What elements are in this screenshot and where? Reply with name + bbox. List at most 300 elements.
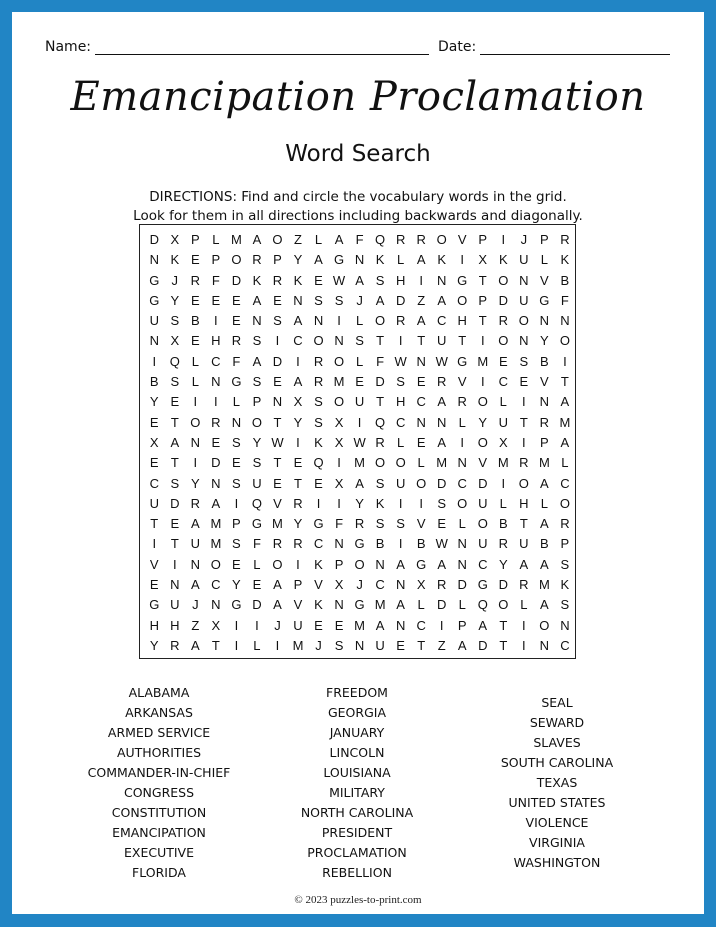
grid-letter[interactable]: C	[437, 313, 447, 329]
grid-letter[interactable]: E	[273, 292, 282, 308]
grid-letter[interactable]: O	[436, 232, 447, 247]
grid-letter[interactable]: Y	[498, 556, 508, 572]
grid-letter[interactable]: P	[540, 434, 549, 450]
grid-letter[interactable]: L	[561, 455, 569, 471]
grid-letter[interactable]: K	[314, 597, 323, 613]
grid-letter[interactable]: N	[437, 414, 447, 430]
grid-letter[interactable]: R	[190, 272, 201, 288]
grid-letter[interactable]: R	[457, 394, 467, 410]
grid-letter[interactable]: Z	[191, 617, 200, 633]
grid-letter[interactable]: N	[190, 556, 201, 572]
grid-letter[interactable]: U	[437, 333, 447, 349]
grid-letter[interactable]: B	[498, 516, 508, 532]
grid-letter[interactable]: L	[232, 394, 240, 410]
grid-letter[interactable]: X	[498, 434, 508, 450]
grid-letter[interactable]: V	[540, 272, 549, 288]
grid-letter[interactable]: K	[375, 252, 385, 268]
grid-letter[interactable]: R	[252, 252, 262, 268]
grid-letter[interactable]: W	[332, 272, 346, 288]
grid-letter[interactable]: H	[395, 394, 406, 410]
grid-letter[interactable]: S	[252, 455, 262, 471]
grid-letter[interactable]: E	[190, 292, 200, 308]
grid-letter[interactable]: T	[478, 272, 487, 288]
grid-letter[interactable]: H	[519, 495, 529, 511]
grid-letter[interactable]: D	[231, 272, 242, 288]
grid-letter[interactable]: E	[334, 617, 344, 633]
grid-letter[interactable]: X	[334, 434, 344, 450]
grid-letter[interactable]: A	[293, 313, 303, 329]
grid-letter[interactable]: I	[152, 353, 157, 369]
grid-letter[interactable]: U	[519, 292, 529, 308]
grid-letter[interactable]: A	[416, 313, 426, 329]
grid-letter[interactable]: O	[498, 597, 509, 613]
grid-letter[interactable]: S	[375, 272, 385, 288]
grid-letter[interactable]: H	[457, 313, 467, 329]
grid-letter[interactable]: E	[252, 577, 262, 593]
grid-letter[interactable]: Q	[375, 232, 386, 247]
grid-letter[interactable]: F	[560, 292, 569, 308]
grid-letter[interactable]: L	[355, 313, 364, 329]
grid-letter[interactable]: V	[273, 495, 282, 511]
grid-letter[interactable]: I	[255, 617, 259, 633]
grid-letter[interactable]: E	[149, 577, 159, 593]
grid-letter[interactable]: C	[478, 556, 488, 572]
grid-letter[interactable]: A	[560, 434, 570, 450]
grid-letter[interactable]: Z	[437, 637, 446, 653]
grid-letter[interactable]: T	[170, 536, 179, 552]
grid-letter[interactable]: G	[416, 556, 427, 572]
grid-letter[interactable]: J	[356, 292, 363, 308]
grid-letter[interactable]: R	[498, 313, 508, 329]
grid-letter[interactable]: I	[172, 556, 177, 572]
grid-letter[interactable]: T	[211, 637, 220, 653]
grid-letter[interactable]: X	[416, 577, 426, 593]
grid-letter[interactable]: N	[539, 637, 550, 653]
grid-letter[interactable]: E	[314, 272, 323, 288]
grid-letter[interactable]: T	[499, 617, 508, 633]
grid-letter[interactable]: A	[273, 577, 282, 593]
grid-letter[interactable]: S	[334, 292, 344, 308]
grid-letter[interactable]: W	[271, 434, 284, 450]
grid-letter[interactable]: S	[232, 536, 241, 552]
grid-letter[interactable]: G	[251, 516, 262, 532]
grid-letter[interactable]: N	[416, 414, 426, 430]
grid-letter[interactable]: G	[333, 252, 345, 268]
grid-letter[interactable]: S	[170, 313, 180, 329]
grid-letter[interactable]: P	[478, 292, 488, 308]
grid-letter[interactable]: N	[293, 292, 303, 308]
grid-letter[interactable]: P	[293, 577, 303, 593]
grid-letter[interactable]: H	[211, 333, 221, 349]
grid-letter[interactable]: O	[457, 292, 468, 308]
grid-letter[interactable]: L	[212, 232, 220, 247]
grid-letter[interactable]: T	[170, 414, 179, 430]
grid-letter[interactable]: Y	[293, 414, 303, 430]
grid-letter[interactable]: E	[396, 637, 405, 653]
grid-letter[interactable]: I	[296, 353, 300, 369]
grid-letter[interactable]: E	[416, 434, 426, 450]
grid-letter[interactable]: O	[477, 394, 488, 410]
grid-letter[interactable]: W	[435, 536, 448, 552]
grid-letter[interactable]: O	[210, 556, 221, 572]
grid-letter[interactable]: R	[498, 536, 508, 552]
grid-letter[interactable]: I	[419, 495, 423, 511]
grid-letter[interactable]: N	[375, 556, 385, 572]
grid-letter[interactable]: U	[395, 475, 406, 491]
grid-letter[interactable]: T	[519, 516, 528, 532]
grid-letter[interactable]: L	[540, 495, 548, 511]
grid-letter[interactable]: N	[539, 313, 550, 329]
grid-letter[interactable]: V	[457, 232, 467, 247]
grid-letter[interactable]: S	[560, 556, 570, 572]
grid-letter[interactable]: M	[272, 516, 283, 532]
grid-letter[interactable]: N	[334, 333, 344, 349]
grid-letter[interactable]: X	[170, 232, 180, 247]
grid-letter[interactable]: G	[477, 577, 488, 593]
grid-letter[interactable]: K	[252, 272, 262, 288]
grid-letter[interactable]: I	[193, 394, 198, 410]
grid-letter[interactable]: N	[149, 333, 159, 349]
grid-letter[interactable]: S	[232, 434, 241, 450]
grid-letter[interactable]: Q	[251, 495, 262, 511]
grid-letter[interactable]: N	[170, 577, 180, 593]
grid-letter[interactable]: R	[437, 374, 447, 390]
grid-letter[interactable]: U	[252, 475, 262, 491]
grid-letter[interactable]: A	[190, 516, 200, 532]
grid-letter[interactable]: U	[519, 252, 529, 268]
grid-letter[interactable]: I	[234, 617, 239, 633]
grid-letter[interactable]: M	[497, 455, 509, 471]
grid-letter[interactable]: K	[293, 272, 303, 288]
grid-letter[interactable]: A	[540, 556, 549, 572]
grid-letter[interactable]: U	[170, 597, 180, 613]
grid-letter[interactable]: A	[375, 292, 385, 308]
grid-letter[interactable]: E	[273, 374, 282, 390]
grid-letter[interactable]: Q	[313, 455, 324, 471]
grid-letter[interactable]: A	[170, 434, 180, 450]
grid-letter[interactable]: B	[560, 272, 570, 288]
grid-letter[interactable]: A	[252, 292, 262, 308]
grid-letter[interactable]: N	[354, 637, 365, 653]
grid-letter[interactable]: A	[396, 597, 405, 613]
grid-letter[interactable]: O	[518, 313, 529, 329]
grid-letter[interactable]: H	[395, 272, 406, 288]
grid-letter[interactable]: A	[293, 374, 303, 390]
grid-letter[interactable]: E	[314, 617, 323, 633]
grid-letter[interactable]: F	[252, 536, 261, 552]
grid-letter[interactable]: O	[354, 556, 365, 572]
grid-letter[interactable]: R	[437, 577, 447, 593]
grid-letter[interactable]: C	[375, 577, 385, 593]
grid-letter[interactable]: A	[540, 516, 549, 532]
grid-letter[interactable]: E	[273, 475, 282, 491]
grid-letter[interactable]: T	[417, 637, 426, 653]
grid-letter[interactable]: L	[253, 556, 261, 572]
grid-letter[interactable]: C	[149, 475, 159, 491]
grid-letter[interactable]: O	[559, 333, 570, 349]
grid-letter[interactable]: E	[232, 313, 241, 329]
grid-letter[interactable]: M	[538, 455, 550, 471]
grid-letter[interactable]: M	[538, 577, 550, 593]
grid-letter[interactable]: M	[436, 455, 448, 471]
grid-letter[interactable]: A	[437, 292, 447, 308]
grid-letter[interactable]: I	[460, 252, 465, 268]
grid-letter[interactable]: N	[560, 617, 570, 633]
grid-letter[interactable]: U	[498, 414, 508, 430]
grid-letter[interactable]: N	[457, 536, 467, 552]
grid-letter[interactable]: W	[353, 434, 366, 450]
grid-letter[interactable]: R	[354, 516, 365, 532]
grid-letter[interactable]: D	[170, 495, 180, 511]
grid-letter[interactable]: O	[395, 455, 406, 471]
grid-letter[interactable]: S	[334, 637, 344, 653]
grid-letter[interactable]: F	[335, 516, 344, 532]
grid-letter[interactable]: N	[211, 475, 221, 491]
grid-letter[interactable]: C	[211, 353, 221, 369]
grid-letter[interactable]: M	[354, 617, 365, 633]
grid-letter[interactable]: L	[253, 637, 261, 653]
grid-letter[interactable]: O	[231, 252, 242, 268]
grid-letter[interactable]: V	[457, 374, 467, 390]
grid-letter[interactable]: O	[375, 455, 386, 471]
grid-letter[interactable]: X	[334, 414, 344, 430]
grid-letter[interactable]: D	[437, 597, 447, 613]
grid-letter[interactable]: D	[498, 292, 508, 308]
grid-letter[interactable]: S	[396, 374, 405, 390]
grid-letter[interactable]: R	[560, 232, 570, 247]
grid-letter[interactable]: I	[316, 495, 321, 511]
grid-letter[interactable]: G	[149, 292, 160, 308]
grid-letter[interactable]: E	[190, 252, 200, 268]
grid-letter[interactable]: P	[540, 232, 549, 247]
grid-letter[interactable]: E	[314, 475, 323, 491]
grid-letter[interactable]: A	[437, 394, 447, 410]
grid-letter[interactable]: C	[313, 536, 324, 552]
grid-letter[interactable]: L	[520, 597, 528, 613]
grid-letter[interactable]: R	[272, 272, 283, 288]
grid-letter[interactable]: M	[333, 374, 345, 390]
grid-letter[interactable]: L	[540, 252, 548, 268]
grid-letter[interactable]: C	[457, 475, 467, 491]
grid-letter[interactable]: R	[293, 536, 303, 552]
grid-letter[interactable]: B	[375, 536, 385, 552]
grid-letter[interactable]: B	[540, 353, 549, 369]
grid-letter[interactable]: T	[519, 414, 528, 430]
grid-letter[interactable]: I	[522, 617, 526, 633]
grid-letter[interactable]: E	[416, 374, 426, 390]
grid-letter[interactable]: C	[416, 394, 426, 410]
grid-letter[interactable]: T	[273, 414, 282, 430]
grid-letter[interactable]: I	[296, 556, 300, 572]
grid-letter[interactable]: M	[210, 516, 222, 532]
grid-letter[interactable]: F	[355, 232, 364, 247]
grid-letter[interactable]: K	[314, 434, 323, 450]
grid-letter[interactable]: X	[334, 475, 344, 491]
grid-letter[interactable]: U	[375, 637, 385, 653]
grid-letter[interactable]: L	[355, 353, 364, 369]
grid-letter[interactable]: A	[560, 394, 570, 410]
grid-letter[interactable]: Z	[294, 232, 302, 247]
grid-letter[interactable]: I	[501, 232, 506, 247]
grid-letter[interactable]: C	[560, 475, 570, 491]
grid-letter[interactable]: Y	[293, 516, 303, 532]
grid-letter[interactable]: I	[337, 495, 341, 511]
grid-letter[interactable]: Y	[252, 434, 262, 450]
grid-letter[interactable]: V	[416, 516, 426, 532]
grid-letter[interactable]: J	[520, 232, 528, 247]
grid-letter[interactable]: S	[396, 516, 405, 532]
grid-letter[interactable]: E	[355, 374, 364, 390]
grid-letter[interactable]: U	[354, 394, 365, 410]
grid-letter[interactable]: L	[314, 232, 323, 247]
grid-letter[interactable]: S	[375, 516, 385, 532]
grid-letter[interactable]: I	[234, 495, 239, 511]
grid-letter[interactable]: S	[560, 597, 570, 613]
grid-letter[interactable]: X	[293, 394, 303, 410]
grid-letter[interactable]: S	[519, 353, 529, 369]
grid-letter[interactable]: I	[398, 333, 403, 349]
grid-letter[interactable]: O	[333, 394, 345, 410]
grid-letter[interactable]: I	[337, 313, 341, 329]
grid-letter[interactable]: L	[417, 455, 425, 471]
grid-letter[interactable]: A	[190, 637, 200, 653]
grid-letter[interactable]: L	[191, 374, 199, 390]
grid-letter[interactable]: N	[437, 272, 447, 288]
grid-letter[interactable]: V	[314, 577, 323, 593]
grid-letter[interactable]: N	[211, 374, 221, 390]
grid-letter[interactable]: E	[149, 455, 159, 471]
grid-letter[interactable]: T	[170, 455, 179, 471]
grid-letter[interactable]: S	[252, 333, 262, 349]
grid-letter[interactable]: S	[314, 292, 323, 308]
grid-letter[interactable]: D	[478, 637, 488, 653]
grid-letter[interactable]: A	[375, 617, 385, 633]
grid-letter[interactable]: D	[375, 374, 385, 390]
grid-letter[interactable]: E	[232, 292, 241, 308]
grid-letter[interactable]: T	[376, 333, 385, 349]
grid-letter[interactable]: R	[395, 232, 406, 247]
grid-letter[interactable]: B	[149, 374, 159, 390]
grid-letter[interactable]: M	[374, 597, 386, 613]
grid-letter[interactable]: O	[190, 414, 201, 430]
grid-letter[interactable]: N	[354, 252, 365, 268]
grid-letter[interactable]: I	[357, 414, 362, 430]
grid-letter[interactable]: J	[356, 577, 363, 593]
grid-letter[interactable]: M	[477, 353, 489, 369]
grid-letter[interactable]: L	[499, 495, 507, 511]
grid-letter[interactable]: T	[150, 516, 159, 532]
grid-letter[interactable]: Y	[232, 577, 241, 593]
grid-letter[interactable]: I	[522, 394, 526, 410]
grid-letter[interactable]: U	[478, 536, 488, 552]
grid-letter[interactable]: T	[458, 333, 467, 349]
grid-letter[interactable]: A	[478, 617, 488, 633]
grid-letter[interactable]: O	[457, 495, 468, 511]
grid-letter[interactable]: T	[417, 333, 426, 349]
grid-letter[interactable]: W	[394, 353, 407, 369]
grid-letter[interactable]: N	[211, 597, 221, 613]
grid-letter[interactable]: A	[396, 556, 405, 572]
grid-letter[interactable]: C	[416, 617, 426, 633]
grid-letter[interactable]: T	[478, 313, 487, 329]
grid-letter[interactable]: Y	[149, 637, 159, 653]
grid-letter[interactable]: D	[272, 353, 283, 369]
grid-letter[interactable]: S	[170, 374, 180, 390]
grid-letter[interactable]: S	[314, 414, 323, 430]
date-field[interactable]	[438, 39, 670, 55]
grid-letter[interactable]: V	[540, 374, 549, 390]
grid-letter[interactable]: D	[498, 577, 508, 593]
grid-letter[interactable]: G	[231, 597, 242, 613]
grid-letter[interactable]: I	[275, 637, 280, 653]
grid-letter[interactable]: N	[519, 333, 529, 349]
grid-letter[interactable]: A	[252, 232, 262, 247]
grid-letter[interactable]: E	[437, 516, 447, 532]
grid-letter[interactable]: S	[252, 374, 262, 390]
grid-letter[interactable]: R	[190, 495, 201, 511]
grid-letter[interactable]: O	[498, 333, 509, 349]
grid-letter[interactable]: I	[193, 455, 198, 471]
grid-letter[interactable]: E	[170, 394, 180, 410]
grid-letter[interactable]: A	[252, 353, 262, 369]
grid-letter[interactable]: I	[439, 617, 444, 633]
grid-letter[interactable]: I	[152, 536, 157, 552]
grid-letter[interactable]: R	[313, 353, 324, 369]
grid-letter[interactable]: M	[354, 455, 365, 471]
grid-letter[interactable]: P	[478, 232, 488, 247]
grid-letter[interactable]: I	[522, 434, 526, 450]
grid-letter[interactable]: G	[149, 272, 160, 288]
grid-letter[interactable]: A	[273, 597, 282, 613]
grid-letter[interactable]: P	[273, 252, 282, 268]
grid-letter[interactable]: E	[211, 434, 221, 450]
grid-letter[interactable]: L	[458, 516, 466, 532]
grid-letter[interactable]: E	[149, 414, 159, 430]
grid-letter[interactable]: A	[314, 252, 323, 268]
grid-letter[interactable]: R	[272, 536, 283, 552]
grid-letter[interactable]: O	[333, 353, 345, 369]
grid-letter[interactable]: K	[498, 252, 508, 268]
name-line[interactable]	[95, 40, 429, 55]
grid-letter[interactable]: R	[395, 313, 406, 329]
grid-letter[interactable]: R	[231, 333, 242, 349]
grid-letter[interactable]: V	[149, 556, 159, 572]
grid-letter[interactable]: Y	[293, 252, 303, 268]
grid-letter[interactable]: R	[170, 637, 180, 653]
grid-letter[interactable]: U	[149, 495, 159, 511]
grid-letter[interactable]: N	[231, 414, 242, 430]
grid-letter[interactable]: J	[315, 637, 322, 653]
grid-letter[interactable]: N	[252, 313, 262, 329]
grid-letter[interactable]: F	[211, 272, 220, 288]
grid-letter[interactable]: P	[457, 617, 467, 633]
grid-letter[interactable]: D	[457, 577, 467, 593]
grid-letter[interactable]: X	[149, 434, 159, 450]
grid-letter[interactable]: G	[354, 536, 365, 552]
grid-letter[interactable]: F	[376, 353, 385, 369]
grid-letter[interactable]: I	[337, 455, 341, 471]
grid-letter[interactable]: O	[313, 333, 324, 349]
grid-letter[interactable]: E	[519, 374, 529, 390]
grid-letter[interactable]: N	[416, 353, 426, 369]
grid-letter[interactable]: O	[477, 434, 488, 450]
grid-letter[interactable]: N	[313, 313, 324, 329]
grid-letter[interactable]: A	[334, 232, 344, 247]
grid-letter[interactable]: N	[539, 394, 550, 410]
grid-letter[interactable]: F	[232, 353, 241, 369]
grid-letter[interactable]: A	[540, 475, 549, 491]
grid-letter[interactable]: V	[293, 597, 303, 613]
